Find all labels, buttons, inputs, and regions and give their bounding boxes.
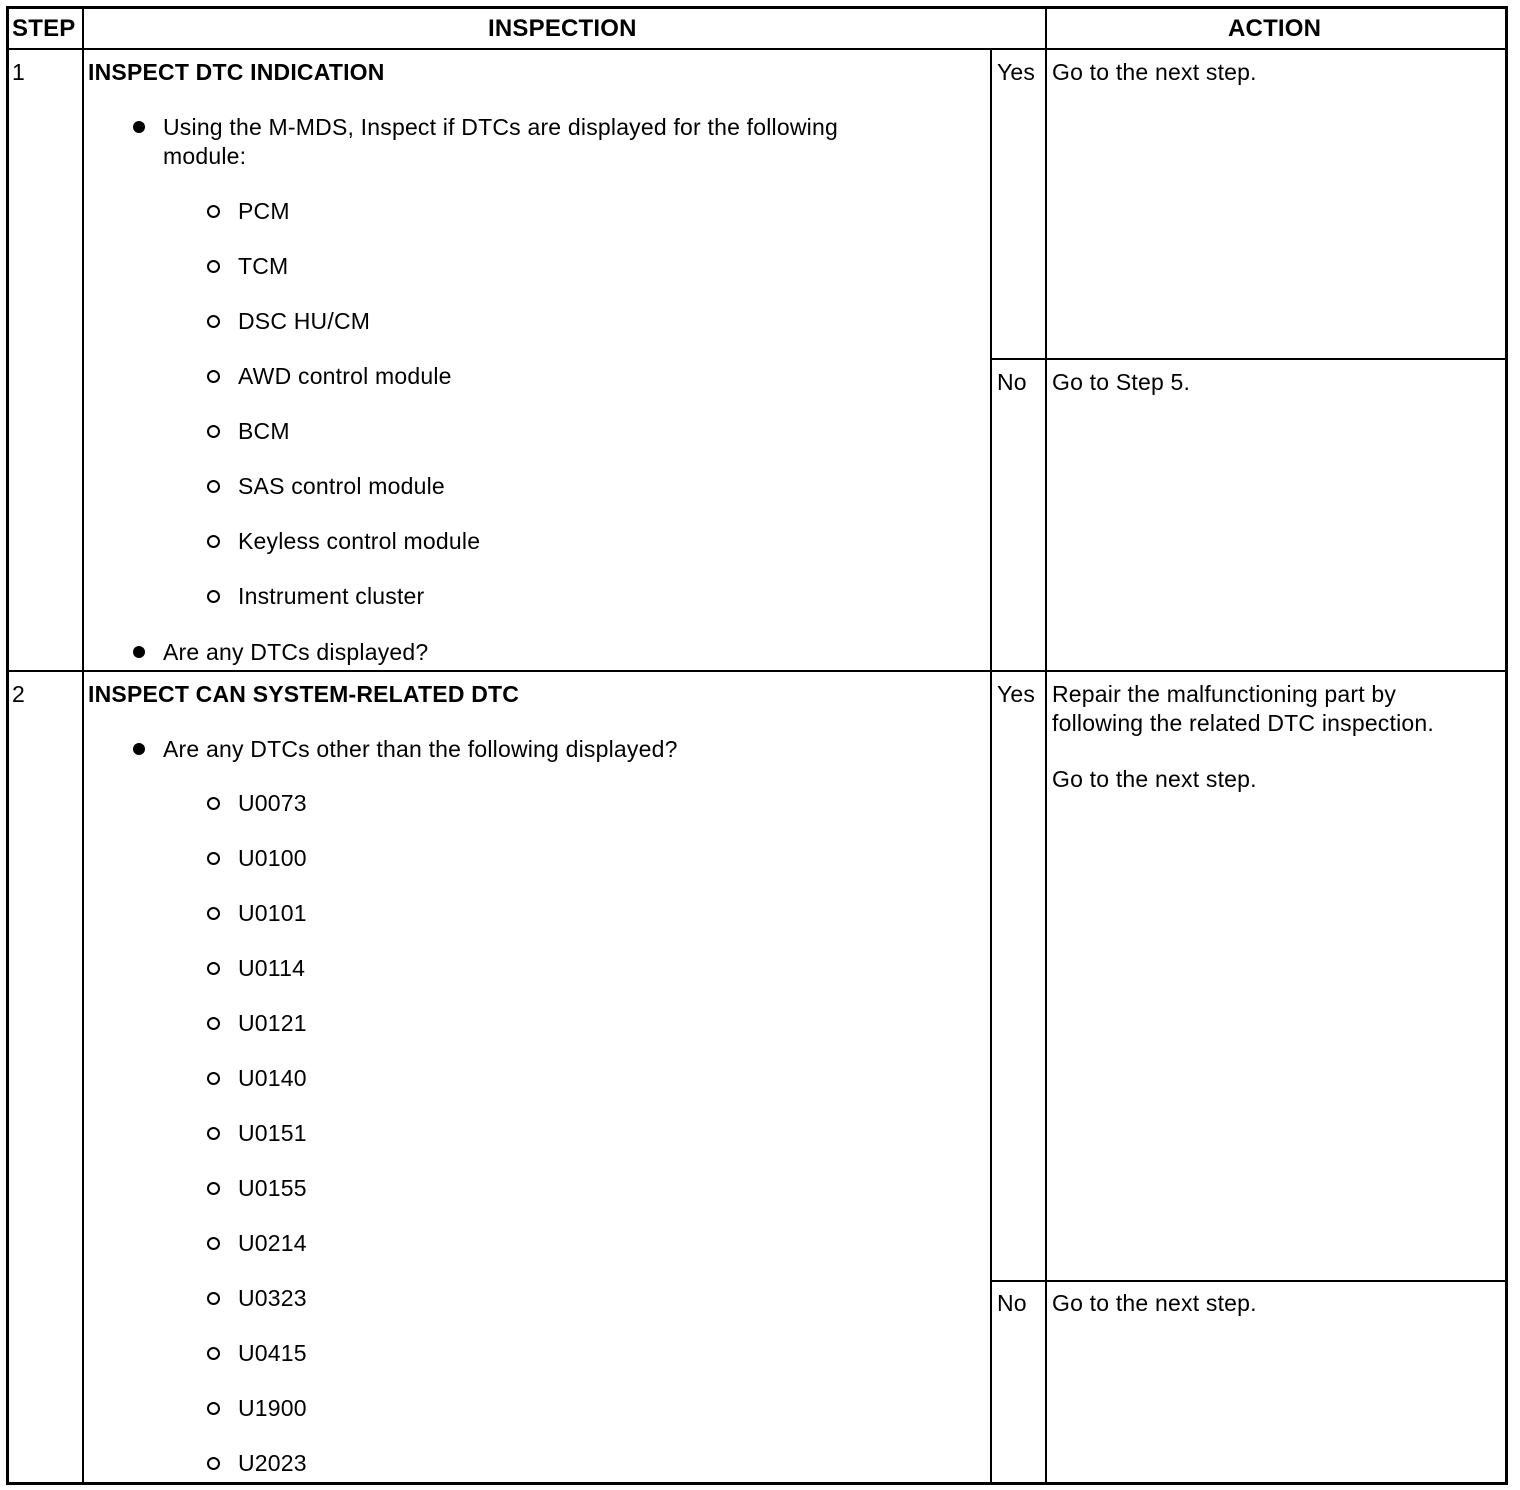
circle-bullet-icon — [207, 370, 220, 383]
step1-title: INSPECT DTC INDICATION — [88, 59, 385, 85]
bullet-icon — [133, 743, 145, 755]
circle-bullet-icon — [207, 1017, 220, 1030]
list-item: Keyless control module — [238, 528, 481, 554]
list-item: U0140 — [238, 1065, 307, 1091]
step2-number: 2 — [12, 681, 25, 707]
step2-no-action: Go to the next step. — [1052, 1290, 1257, 1316]
step1-no-action: Go to Step 5. — [1052, 369, 1191, 395]
circle-bullet-icon — [207, 205, 220, 218]
col-divider-action — [1045, 6, 1047, 1485]
step1-number: 1 — [12, 59, 25, 85]
bullet-icon — [133, 646, 145, 658]
circle-bullet-icon — [207, 1292, 220, 1305]
step2-yes-label: Yes — [997, 681, 1036, 707]
list-item: U0073 — [238, 790, 307, 816]
list-item: U0214 — [238, 1230, 307, 1256]
table-border-bottom — [6, 1482, 1508, 1485]
list-item: U0415 — [238, 1340, 307, 1366]
step2-no-label: No — [997, 1290, 1027, 1316]
list-item: U1900 — [238, 1395, 307, 1421]
header-inspection: INSPECTION — [488, 15, 637, 42]
list-item: U0114 — [238, 955, 306, 981]
list-item: Instrument cluster — [238, 583, 425, 609]
list-item: U0323 — [238, 1285, 307, 1311]
circle-bullet-icon — [207, 1127, 220, 1140]
table-border-left — [6, 6, 9, 1485]
col-divider-yesno — [990, 49, 992, 1485]
header-action: ACTION — [1228, 15, 1322, 42]
bullet-icon — [133, 121, 145, 133]
circle-bullet-icon — [207, 1347, 220, 1360]
list-item: U2023 — [238, 1450, 307, 1476]
table-border-top — [6, 6, 1508, 9]
step1-yes-no-divider — [990, 358, 1508, 360]
list-item: U0155 — [238, 1175, 307, 1201]
circle-bullet-icon — [207, 797, 220, 810]
step2-title: INSPECT CAN SYSTEM-RELATED DTC — [88, 681, 520, 707]
circle-bullet-icon — [207, 852, 220, 865]
list-item: SAS control module — [238, 473, 445, 499]
circle-bullet-icon — [207, 535, 220, 548]
circle-bullet-icon — [207, 425, 220, 438]
step2-bullet1: Are any DTCs other than the following displayed? — [163, 736, 678, 762]
step1-bullet2: Are any DTCs displayed? — [163, 639, 429, 665]
circle-bullet-icon — [207, 260, 220, 273]
circle-bullet-icon — [207, 1457, 220, 1470]
circle-bullet-icon — [207, 907, 220, 920]
step1-yes-action: Go to the next step. — [1052, 59, 1257, 85]
circle-bullet-icon — [207, 1072, 220, 1085]
step1-bullet1-line1: Using the M-MDS, Inspect if DTCs are displayed for the following — [163, 114, 838, 140]
step2-yes-no-divider — [990, 1280, 1508, 1282]
list-item: AWD control module — [238, 363, 452, 389]
step2-yes-action-next: Go to the next step. — [1052, 766, 1257, 792]
step2-yes-action-line2: following the related DTC inspection. — [1052, 710, 1434, 736]
step2-yes-action-line1: Repair the malfunctioning part by — [1052, 681, 1397, 707]
circle-bullet-icon — [207, 480, 220, 493]
step1-yes-label: Yes — [997, 59, 1036, 85]
list-item: U0151 — [238, 1120, 307, 1146]
list-item: PCM — [238, 198, 290, 224]
list-item: U0121 — [238, 1010, 307, 1036]
circle-bullet-icon — [207, 1237, 220, 1250]
header-step: STEP — [12, 15, 76, 42]
header-divider — [6, 48, 1508, 50]
circle-bullet-icon — [207, 962, 220, 975]
step1-no-label: No — [997, 369, 1027, 395]
circle-bullet-icon — [207, 315, 220, 328]
row-divider — [6, 670, 1508, 672]
list-item: TCM — [238, 253, 289, 279]
circle-bullet-icon — [207, 1402, 220, 1415]
col-divider-step — [82, 6, 84, 1485]
circle-bullet-icon — [207, 590, 220, 603]
table-border-right — [1505, 6, 1508, 1485]
list-item: U0101 — [238, 900, 307, 926]
step1-bullet1-line2: module: — [163, 143, 247, 169]
list-item: BCM — [238, 418, 290, 444]
list-item: U0100 — [238, 845, 307, 871]
list-item: DSC HU/CM — [238, 308, 371, 334]
circle-bullet-icon — [207, 1182, 220, 1195]
